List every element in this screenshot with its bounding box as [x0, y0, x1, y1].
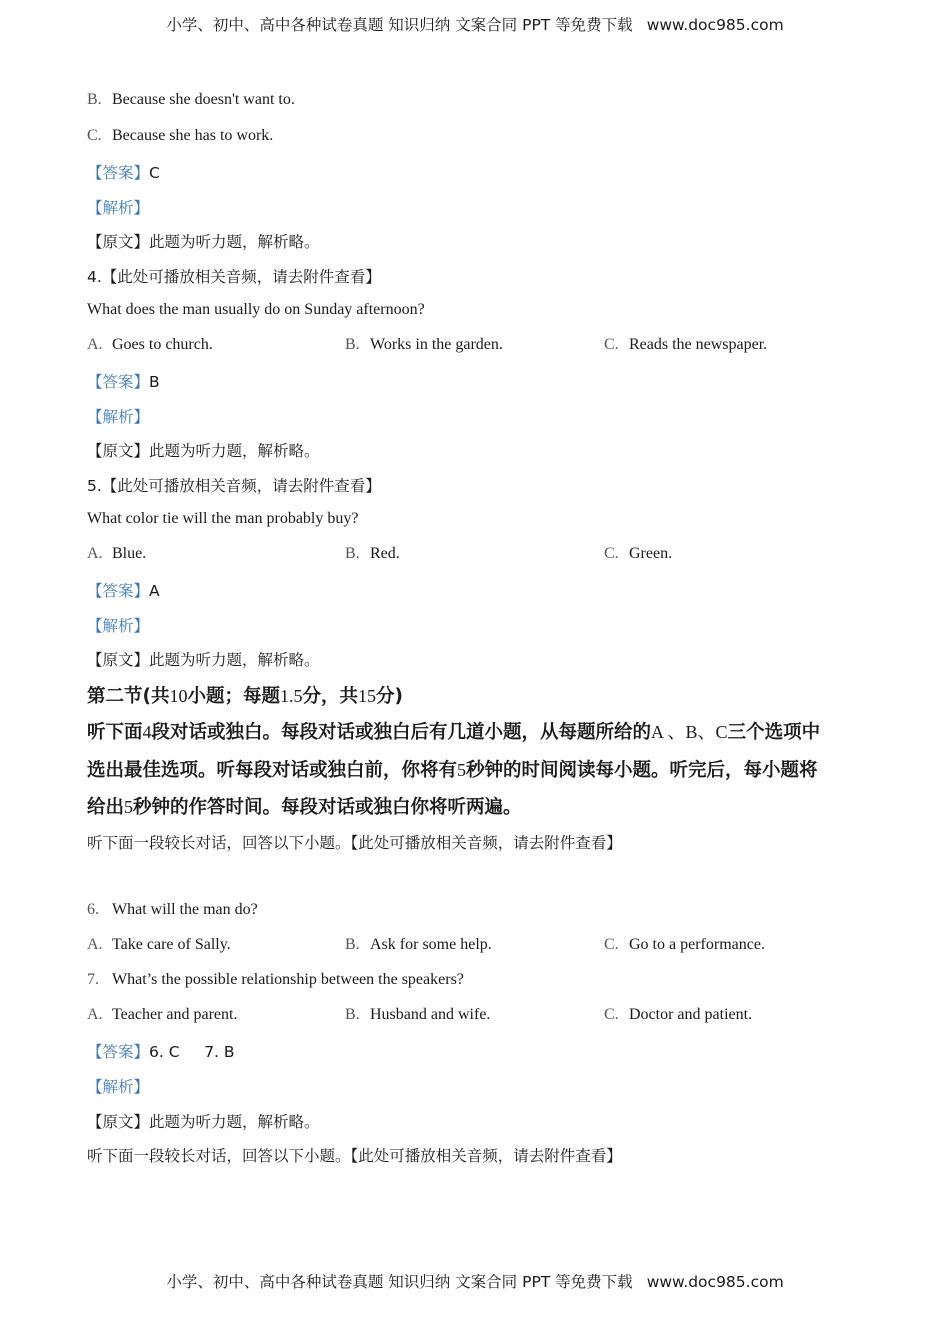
q67-answer: 【答案】6. C 7. B: [87, 1043, 235, 1061]
q5-option-a: A. Blue.: [87, 545, 147, 562]
dialog-intro: 听下面一段较长对话，回答以下小题。【此处可播放相关音频，请去附件查看】: [87, 834, 622, 852]
q4-original: 【原文】此题为听力题，解析略。: [87, 442, 320, 460]
q5-analysis: 【解析】: [87, 617, 150, 635]
section-instruction-2: 选出最佳选项。听每段对话或独白前，你将有5秒钟的时间阅读每小题。听完后，每小题将: [87, 760, 818, 781]
q4-option-a: A. Goes to church.: [87, 336, 213, 353]
q5-answer: 【答案】A: [87, 582, 160, 600]
audio-link[interactable]: 【此处可播放相关音频，请去附件查看】: [101, 268, 381, 286]
q6-option-b: B. Ask for some help.: [345, 936, 492, 953]
q5-option-b: B. Red.: [345, 545, 400, 562]
q4-analysis: 【解析】: [87, 408, 150, 426]
section-instruction-1: 听下面4段对话或独白。每段对话或独白后有几道小题，从每题所给的A 、B、C三个选项中: [87, 722, 821, 743]
page-header: [0, 13, 950, 35]
q6-option-a: A. Take care of Sally.: [87, 936, 231, 953]
q4-option-b: B. Works in the garden.: [345, 336, 503, 353]
q7-option-b: B. Husband and wife.: [345, 1006, 491, 1023]
q7-question: 7. What’s the possible relationship between the speakers?: [87, 971, 464, 988]
q5-question: What color tie will the man probably buy?: [87, 510, 359, 527]
q7-option-c: C. Doctor and patient.: [604, 1006, 753, 1023]
section-instruction-3: 给出5秒钟的作答时间。每段对话或独白你将听两遍。: [87, 797, 522, 818]
q3-option-b: B. Because she doesn't want to.: [87, 91, 295, 108]
q3-option-c: C. Because she has to work.: [87, 127, 274, 144]
footer-text: 小学、初中、高中各种试卷真题 知识归纳 文案合同 PPT 等免费下载: [166, 1273, 633, 1291]
q6-question: 6. What will the man do?: [87, 901, 258, 918]
q5-header: 5.【此处可播放相关音频，请去附件查看】: [87, 477, 381, 495]
q4-header: 4.【此处可播放相关音频，请去附件查看】: [87, 268, 381, 286]
q3-analysis: 【解析】: [87, 199, 150, 217]
page-footer: [0, 1270, 950, 1292]
audio-link[interactable]: 【此处可播放相关音频，请去附件查看】: [101, 477, 381, 495]
q4-option-c: C. Reads the newspaper.: [604, 336, 768, 353]
q67-analysis: 【解析】: [87, 1078, 150, 1096]
q3-answer: 【答案】C: [87, 164, 160, 182]
q67-original: 【原文】此题为听力题，解析略。: [87, 1113, 320, 1131]
q4-question: What does the man usually do on Sunday afternoon?: [87, 301, 425, 318]
q4-answer: 【答案】B: [87, 373, 160, 391]
section-title: 第二节(共10小题；每题1.5分，共15分): [87, 686, 403, 707]
header-text: 小学、初中、高中各种试卷真题 知识归纳 文案合同 PPT 等免费下载: [166, 16, 633, 34]
q7-option-a: A. Teacher and parent.: [87, 1006, 238, 1023]
q6-option-c: C. Go to a performance.: [604, 936, 765, 953]
header-site[interactable]: www.doc985.com: [646, 16, 784, 34]
q3-original: 【原文】此题为听力题，解析略。: [87, 233, 320, 251]
q5-option-c: C. Green.: [604, 545, 673, 562]
next-dialog-intro: 听下面一段较长对话，回答以下小题。【此处可播放相关音频，请去附件查看】: [87, 1147, 622, 1165]
q5-original: 【原文】此题为听力题，解析略。: [87, 651, 320, 669]
footer-site[interactable]: www.doc985.com: [646, 1273, 784, 1291]
